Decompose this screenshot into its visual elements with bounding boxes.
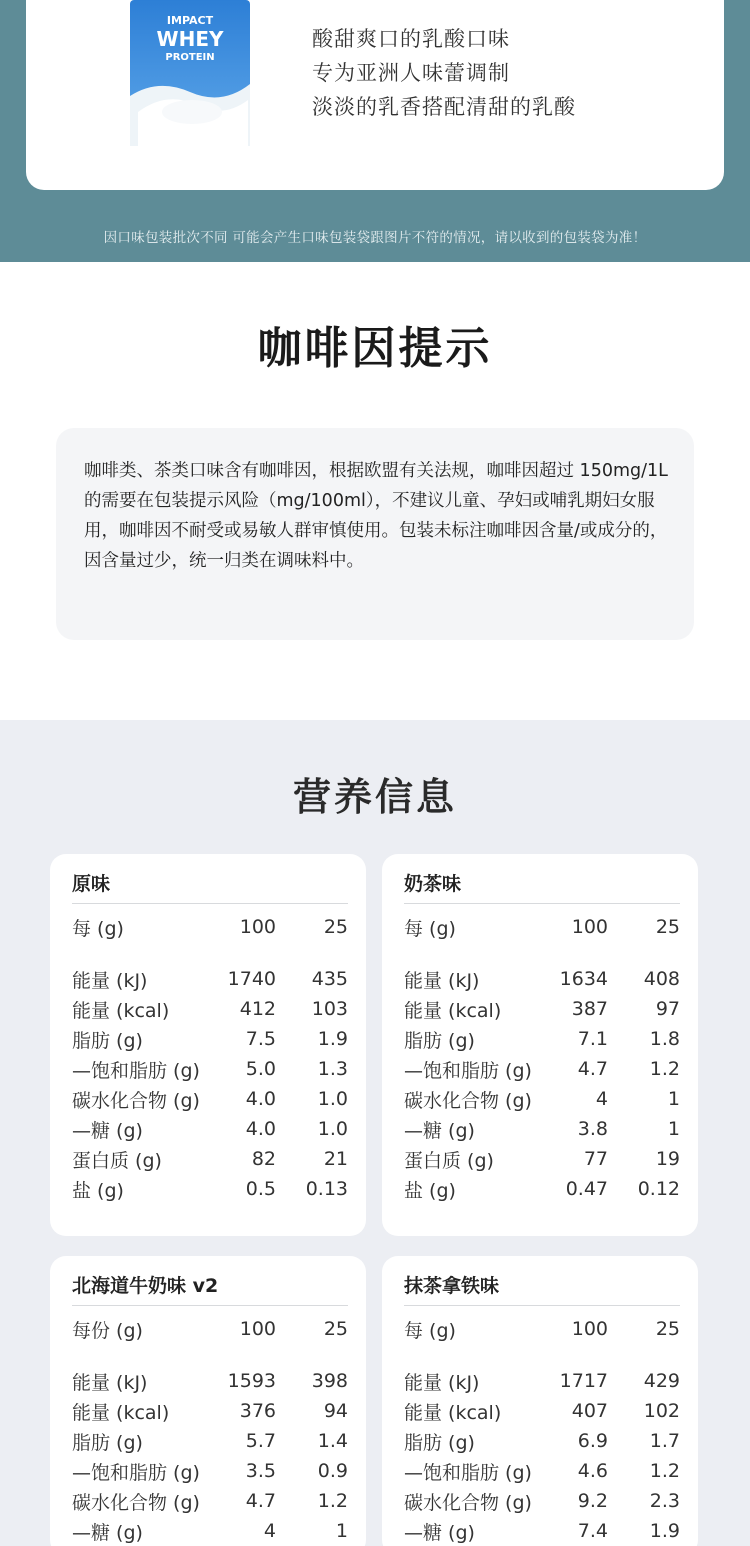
value-per-25: 102 — [643, 1400, 680, 1422]
nutrient-name: 能量 (kcal) — [404, 1401, 502, 1424]
nutrient-name: —饱和脂肪 (g) — [72, 1059, 200, 1082]
value-per-100: 7.1 — [577, 1028, 608, 1050]
nutrition-header-row — [404, 1306, 680, 1352]
nutrition-row — [404, 1486, 680, 1516]
flavor-line: 淡淡的乳香搭配清甜的乳酸 — [312, 95, 576, 119]
product-bag-image — [128, 0, 252, 146]
value-per-100: 376 — [239, 1400, 276, 1422]
value-per-25: 94 — [323, 1400, 348, 1422]
value-per-100: 387 — [571, 998, 608, 1020]
value-per-25: 1.2 — [317, 1490, 348, 1512]
nutrition-row — [72, 1456, 348, 1486]
value-per-100: 5.0 — [245, 1058, 276, 1080]
value-per-25: 0.12 — [637, 1178, 680, 1200]
nutrient-name: —糖 (g) — [72, 1521, 143, 1544]
nutrient-name: 碳水化合物 (g) — [404, 1089, 532, 1112]
value-per-25: 0.9 — [317, 1460, 348, 1482]
nutrient-name: 能量 (kJ) — [72, 969, 148, 992]
serving-label: 每 (g) — [404, 917, 456, 940]
flavor-description — [312, 22, 576, 124]
nutrition-row — [404, 1174, 680, 1204]
nutrition-row — [404, 994, 680, 1024]
value-per-100: 0.47 — [565, 1178, 608, 1200]
nutrition-card-matcha-latte — [382, 1256, 698, 1546]
nutrition-row — [404, 964, 680, 994]
nutrient-name: 碳水化合物 (g) — [72, 1491, 200, 1514]
nutrition-row — [404, 1024, 680, 1054]
value-per-100: 82 — [251, 1148, 276, 1170]
bag-brand-protein: PROTEIN — [165, 52, 215, 63]
serving-size: 25 — [323, 916, 348, 938]
nutrition-row — [72, 1144, 348, 1174]
value-per-100: 6.9 — [577, 1430, 608, 1452]
value-per-25: 1.9 — [649, 1520, 680, 1542]
value-per-100: 1740 — [227, 968, 276, 990]
value-per-25: 1.3 — [317, 1058, 348, 1080]
nutrition-row — [72, 1516, 348, 1546]
value-per-25: 1 — [667, 1118, 680, 1140]
nutrient-name: —饱和脂肪 (g) — [404, 1059, 532, 1082]
nutrient-name: 碳水化合物 (g) — [404, 1491, 532, 1514]
nutrient-name: 盐 (g) — [404, 1179, 456, 1202]
serving-label: 每 (g) — [72, 917, 124, 940]
nutrient-name: 能量 (kcal) — [72, 1401, 170, 1424]
value-per-100: 3.8 — [577, 1118, 608, 1140]
packaging-disclaimer: 因口味包装批次不同 可能会产生口味包装袋跟图片不符的情况，请以收到的包装袋为准！ — [103, 230, 647, 246]
nutrient-name: —饱和脂肪 (g) — [404, 1461, 532, 1484]
value-per-100: 1717 — [559, 1370, 608, 1392]
value-per-25: 429 — [643, 1370, 680, 1392]
nutrition-row — [72, 1024, 348, 1054]
nutrition-header-row — [404, 904, 680, 950]
nutrition-card-milk-tea — [382, 854, 698, 1236]
nutrition-row — [404, 1456, 680, 1486]
nutrition-row — [404, 1144, 680, 1174]
nutrient-name: —糖 (g) — [404, 1521, 475, 1544]
serving-size: 100 — [239, 1318, 276, 1340]
value-per-100: 1593 — [227, 1370, 276, 1392]
value-per-100: 412 — [239, 998, 276, 1020]
serving-size: 25 — [323, 1318, 348, 1340]
value-per-100: 4 — [263, 1520, 276, 1542]
value-per-100: 4.7 — [577, 1058, 608, 1080]
nutrition-row — [404, 1396, 680, 1426]
nutrient-name: 能量 (kcal) — [72, 999, 170, 1022]
nutrition-header-row — [72, 1306, 348, 1352]
value-per-25: 398 — [311, 1370, 348, 1392]
nutrition-card-title: 奶茶味 — [404, 854, 680, 904]
value-per-25: 2.3 — [649, 1490, 680, 1512]
flavor-line: 酸甜爽口的乳酸口味 — [312, 27, 510, 51]
nutrient-name: 能量 (kJ) — [72, 1371, 148, 1394]
value-per-100: 0.5 — [245, 1178, 276, 1200]
nutrition-card-title: 抹茶拿铁味 — [404, 1256, 680, 1306]
caffeine-notice-text: 咖啡类、茶类口味含有咖啡因，根据欧盟有关法规，咖啡因超过 150mg/1L 的需要在包装提示风险（mg/100ml），不建议儿童、孕妇或哺乳期妇女服用，咖啡因不耐受或易敏人群审慎使用。包装未标注咖啡因含量/或成分的，因含量过少，统一归类在调味料中。 — [84, 461, 668, 571]
nutrition-card-hokkaido-milk — [50, 1256, 366, 1546]
nutrient-name: 脂肪 (g) — [404, 1431, 475, 1454]
value-per-100: 4.7 — [245, 1490, 276, 1512]
value-per-100: 7.4 — [577, 1520, 608, 1542]
serving-size: 100 — [239, 916, 276, 938]
nutrition-row — [404, 1114, 680, 1144]
nutrition-row — [72, 964, 348, 994]
value-per-25: 97 — [655, 998, 680, 1020]
nutrient-name: 盐 (g) — [72, 1179, 124, 1202]
flavor-line: 专为亚洲人味蕾调制 — [312, 61, 510, 85]
value-per-25: 103 — [311, 998, 348, 1020]
nutrition-row — [72, 1426, 348, 1456]
value-per-25: 1.2 — [649, 1058, 680, 1080]
nutrition-row — [72, 1396, 348, 1426]
caffeine-title: 咖啡因提示 — [257, 323, 493, 374]
nutrient-name: 能量 (kJ) — [404, 1371, 480, 1394]
nutrition-title: 营养信息 — [292, 775, 457, 819]
nutrient-name: —糖 (g) — [72, 1119, 143, 1142]
value-per-25: 435 — [311, 968, 348, 990]
serving-label: 每 (g) — [404, 1319, 456, 1342]
value-per-25: 1.7 — [649, 1430, 680, 1452]
value-per-100: 407 — [571, 1400, 608, 1422]
nutrient-name: 蛋白质 (g) — [72, 1149, 162, 1172]
nutrition-row — [404, 1084, 680, 1114]
value-per-100: 5.7 — [245, 1430, 276, 1452]
nutrition-card-original — [50, 854, 366, 1236]
nutrient-name: —饱和脂肪 (g) — [72, 1461, 200, 1484]
value-per-100: 4 — [595, 1088, 608, 1110]
serving-size: 100 — [571, 1318, 608, 1340]
value-per-25: 1 — [335, 1520, 348, 1542]
nutrition-section — [0, 720, 750, 1546]
value-per-25: 1.2 — [649, 1460, 680, 1482]
value-per-25: 0.13 — [305, 1178, 348, 1200]
value-per-25: 1.0 — [317, 1088, 348, 1110]
value-per-25: 1.9 — [317, 1028, 348, 1050]
value-per-25: 408 — [643, 968, 680, 990]
nutrition-row — [404, 1366, 680, 1396]
nutrition-card-title: 北海道牛奶味 v2 — [72, 1256, 348, 1306]
nutrient-name: 蛋白质 (g) — [404, 1149, 494, 1172]
value-per-100: 1634 — [559, 968, 608, 990]
nutrition-row — [72, 1114, 348, 1144]
value-per-100: 4.0 — [245, 1088, 276, 1110]
nutrient-name: 脂肪 (g) — [72, 1431, 143, 1454]
serving-size: 25 — [655, 1318, 680, 1340]
serving-size: 100 — [571, 916, 608, 938]
serving-size: 25 — [655, 916, 680, 938]
serving-label: 每份 (g) — [72, 1319, 143, 1342]
nutrition-header-row — [72, 904, 348, 950]
nutrient-name: 碳水化合物 (g) — [72, 1089, 200, 1112]
nutrient-name: —糖 (g) — [404, 1119, 475, 1142]
bag-brand-whey: WHEY — [156, 27, 224, 51]
value-per-100: 3.5 — [245, 1460, 276, 1482]
nutrition-row — [404, 1516, 680, 1546]
value-per-100: 7.5 — [245, 1028, 276, 1050]
flavor-intro-section — [0, 0, 750, 262]
nutrition-row — [72, 1174, 348, 1204]
nutrition-card-title: 原味 — [72, 854, 348, 904]
value-per-25: 21 — [323, 1148, 348, 1170]
value-per-25: 1.4 — [317, 1430, 348, 1452]
nutrition-row — [72, 994, 348, 1024]
caffeine-notice-box — [56, 428, 694, 640]
value-per-25: 1.8 — [649, 1028, 680, 1050]
nutrition-row — [404, 1054, 680, 1084]
value-per-100: 4.6 — [577, 1460, 608, 1482]
value-per-25: 19 — [655, 1148, 680, 1170]
nutrition-row — [72, 1054, 348, 1084]
value-per-100: 4.0 — [245, 1118, 276, 1140]
bag-brand-impact: IMPACT — [166, 14, 214, 27]
value-per-100: 9.2 — [577, 1490, 608, 1512]
value-per-100: 77 — [583, 1148, 608, 1170]
value-per-25: 1 — [667, 1088, 680, 1110]
nutrient-name: 脂肪 (g) — [404, 1029, 475, 1052]
value-per-25: 1.0 — [317, 1118, 348, 1140]
nutrition-row — [72, 1084, 348, 1114]
nutrition-row — [404, 1426, 680, 1456]
nutrient-name: 能量 (kJ) — [404, 969, 480, 992]
nutrition-row — [72, 1486, 348, 1516]
nutrient-name: 能量 (kcal) — [404, 999, 502, 1022]
nutrient-name: 脂肪 (g) — [72, 1029, 143, 1052]
nutrition-row — [72, 1366, 348, 1396]
